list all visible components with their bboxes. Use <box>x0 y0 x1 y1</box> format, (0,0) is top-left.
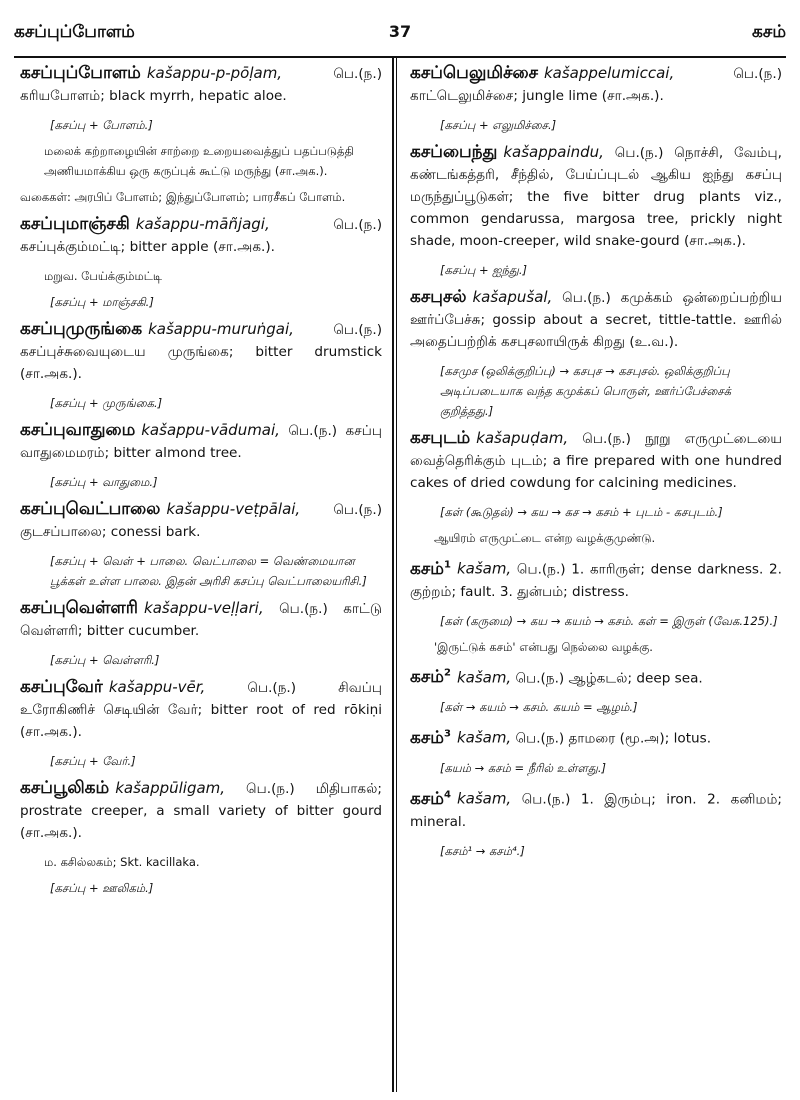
dictionary-entry <box>410 286 782 353</box>
transliteration: kašappelumiccai, <box>543 64 675 82</box>
transliteration: kašappaindu, <box>503 143 604 161</box>
definition-text: பெ.(ந.) தாமரை (மூ.அ); lotus. <box>515 730 712 747</box>
etymology: [கசப்பு + வெள்ளரி.] <box>50 653 160 667</box>
etymology: [கசமுச (ஒலிக்குறிப்பு) → கசபுச → கசபுசல். ஒலிக்குறிப்பு அடிப்படையாக வந்த கமுக்கப் பொருள், ஊர்ப்பேச்சைக் குறித்தது.] <box>440 364 732 418</box>
transliteration: kašapušal, <box>472 288 553 306</box>
homograph-number: 3 <box>443 728 451 740</box>
headword: கசப்புவேர் <box>20 677 103 697</box>
header-rule <box>14 56 786 58</box>
dictionary-entry <box>410 62 782 107</box>
dictionary-entry <box>20 498 382 543</box>
etymology: [கசப்பு + வாதுமை.] <box>50 475 158 489</box>
etymology: [கசப்பு + ஐந்து.] <box>440 263 527 277</box>
dictionary-entry <box>20 318 382 385</box>
headword: கசப்பெலுமிச்சை <box>410 63 538 83</box>
headword: கசம்$^1$ <box>410 558 451 579</box>
transliteration: kašam, <box>456 728 512 747</box>
etymology: [கசப்பு + போளம்.] <box>50 118 153 132</box>
dictionary-entry <box>410 427 782 494</box>
page-number: 37 <box>388 22 412 41</box>
transliteration: kašam, <box>456 559 512 578</box>
definition-text: பெ.(ந.) மிதிபாகல்; prostrate creeper, a small variety of bitter gourd (சா.அக.). <box>20 781 382 841</box>
definition-text: பெ.(ந.) 1. இரும்பு; iron. 2. கனிமம்; mineral. <box>410 791 782 830</box>
transliteration: kašam, <box>456 668 512 687</box>
column-divider-thin <box>396 58 397 1092</box>
transliteration: kašappu-muruṅgai, <box>148 320 294 338</box>
dictionary-entry <box>20 597 382 642</box>
headword: கசப்புவாதுமை <box>20 420 136 440</box>
usage-note: மறுவ. பேய்க்கும்மட்டி <box>44 269 163 283</box>
definition-text: பெ.(ந.) கரியபோளம்; black myrrh, hepatic aloe. <box>20 66 382 104</box>
definition-text: பெ.(ந.) கசப்புக்கும்மட்டி; bitter apple (சா.அக.). <box>20 217 382 255</box>
dictionary-entry <box>410 554 782 603</box>
transliteration: kašappu-p-pōḷam, <box>146 64 283 82</box>
dictionary-entry <box>410 723 782 750</box>
headword: கசப்புப்போளம் <box>20 63 141 83</box>
headword: கசப்பூலிகம் <box>20 778 110 798</box>
transliteration: kašappūligam, <box>115 779 226 797</box>
definition-text: பெ.(ந.) சிவப்பு உரோகிணிச் செடியின் வேர்; bitter root of red rōkiṇi (சா.அக.). <box>20 680 382 740</box>
etymology: [கள் (கூடுதல்) → கய → கச → கசம் + புடம் - கசபுடம்.] <box>440 505 723 519</box>
dictionary-entry <box>20 419 382 464</box>
headword: கசபுசல் <box>410 287 467 307</box>
definition-text: பெ.(ந.) ஆழ்கடல்; deep sea. <box>515 670 703 687</box>
page-header <box>14 10 786 50</box>
headword: கசப்பைந்து <box>410 142 498 162</box>
usage-note: ம. கசில்லகம்; Skt. kacillaka. <box>44 855 200 869</box>
headword: கசம்$^2$ <box>410 667 451 688</box>
etymology: [கசம்¹ → கசம்⁴.] <box>440 843 525 858</box>
dictionary-entry <box>20 62 382 107</box>
headword: கசபுடம் <box>410 428 471 448</box>
transliteration: kašam, <box>456 789 512 808</box>
definition-text: பெ.(ந.) கமுக்கம் ஒன்றைப்பற்றிய ஊர்ப்பேச்சு; gossip about a secret, tittle-tattle. ஊரில் அதைப்பற்றிக் கசபுசலாயிருக் கிறது (உ.வ.). <box>410 290 782 350</box>
definition-text: பெ.(ந.) நொச்சி, வேம்பு, கண்டங்கத்தரி, சீந்தில், பேய்ப்புடல் ஆகிய ஐந்து கசப்பு மருந்துப்பூடுகள்; the five bitter drug plants viz., common gendarussa, margosa tree, prickly night shade, moon-creeper, wild snake-gourd (சா.அக.). <box>410 145 782 249</box>
transliteration: kašappu-veḷḷari, <box>144 599 264 617</box>
transliteration: kašappu-veṭpālai, <box>166 500 301 518</box>
variants-note: வகைகள்: அரபிப் போளம்; இந்துப்போளம்; பாரசீகப் போளம். <box>20 190 346 204</box>
definition-text: பெ.(ந.) காட்டெலுமிச்சை; jungle lime (சா.அக.). <box>410 66 782 104</box>
headword: கசப்புவெட்பாலை <box>20 499 161 519</box>
left-column <box>20 62 382 1090</box>
definition-text: பெ.(ந.) கசப்பு வாதுமைமரம்; bitter almond tree. <box>20 423 382 461</box>
etymology: [கள் → கயம் → கசம். கயம் = ஆழம்.] <box>440 700 638 715</box>
column-divider <box>392 58 394 1092</box>
homograph-number: 4 <box>443 788 451 800</box>
dictionary-entry <box>20 777 382 844</box>
etymology: [கசப்பு + எலுமிச்சை.] <box>440 118 557 132</box>
headword: கசம்$^3$ <box>410 727 451 748</box>
headword: கசம்$^4$ <box>410 788 451 809</box>
usage-note: ஆயிரம் எருமுட்டை என்ற வழக்குமுண்டு. <box>434 531 656 545</box>
definition-text: பெ.(ந.) 1. காரிருள்; dense darkness. 2. குற்றம்; fault. 3. துன்பம்; distress. <box>410 561 782 600</box>
definition-text: பெ.(ந.) குடசப்பாலை; conessi bark. <box>20 502 382 540</box>
dictionary-entry <box>410 784 782 833</box>
transliteration: kašappu-vādumai, <box>141 421 280 439</box>
headword: கசப்புவெள்ளரி <box>20 598 139 618</box>
usage-note: 'இருட்டுக் கசம்' என்பது நெல்லை வழக்கு. <box>434 639 653 654</box>
etymology: [கசப்பு + முருங்கை.] <box>50 396 163 410</box>
running-head-left: கசப்புப்போளம் <box>14 22 135 42</box>
etymology: [கயம் → கசம் = நீரில் உள்ளது.] <box>440 760 606 775</box>
etymology: [கசப்பு + மாஞ்சகி.] <box>50 295 154 309</box>
headword: கசப்புமாஞ்சகி <box>20 214 130 234</box>
homograph-number: 1 <box>443 559 451 570</box>
dictionary-entry <box>410 141 782 252</box>
homograph-number: 2 <box>443 667 451 679</box>
transliteration: kašappu-māñjagi, <box>135 215 270 233</box>
dictionary-entry <box>20 213 382 258</box>
usage-note: மலைக் கற்றாழையின் சாற்றை உறையவைத்துப் பதப்படுத்தி அணியமாக்கிய ஒரு கருப்புக் கூட்டு மருந்து (சா.அக.). <box>44 144 354 178</box>
definition-text: பெ.(ந.) காட்டு வெள்ளரி; bitter cucumber. <box>20 601 382 639</box>
transliteration: kašapuḍam, <box>476 429 569 447</box>
etymology: [கசப்பு + வேர்.] <box>50 754 136 768</box>
dictionary-entry <box>20 676 382 743</box>
etymology: [கசப்பு + வெள் + பாலை. வெட்பாலை = வெண்மையான பூக்கள் உள்ள பாலை. இதன் அரிசி கசப்பு வெட்பாலையரிசி.] <box>50 554 367 588</box>
transliteration: kašappu-vēr, <box>108 678 206 696</box>
running-head-right: கசம் <box>752 22 786 42</box>
etymology: [கசப்பு + ஊலிகம்.] <box>50 881 154 895</box>
right-column <box>410 62 782 1090</box>
headword: கசப்புமுருங்கை <box>20 319 143 339</box>
definition-text: பெ.(ந.) கசப்புச்சுவையுடைய முருங்கை; bitter drumstick (சா.அக.). <box>20 322 382 382</box>
definition-text: பெ.(ந.) நூறு எருமுட்டையை வைத்தெரிக்கும் புடம்; a fire prepared with one hundred cakes of dried cowdung for calcining medicines. <box>410 431 782 491</box>
etymology: [கள் (கருமை) → கய → கயம் → கசம். கள் = இருள் (வேக.125).] <box>440 613 778 628</box>
dictionary-entry <box>410 663 782 690</box>
